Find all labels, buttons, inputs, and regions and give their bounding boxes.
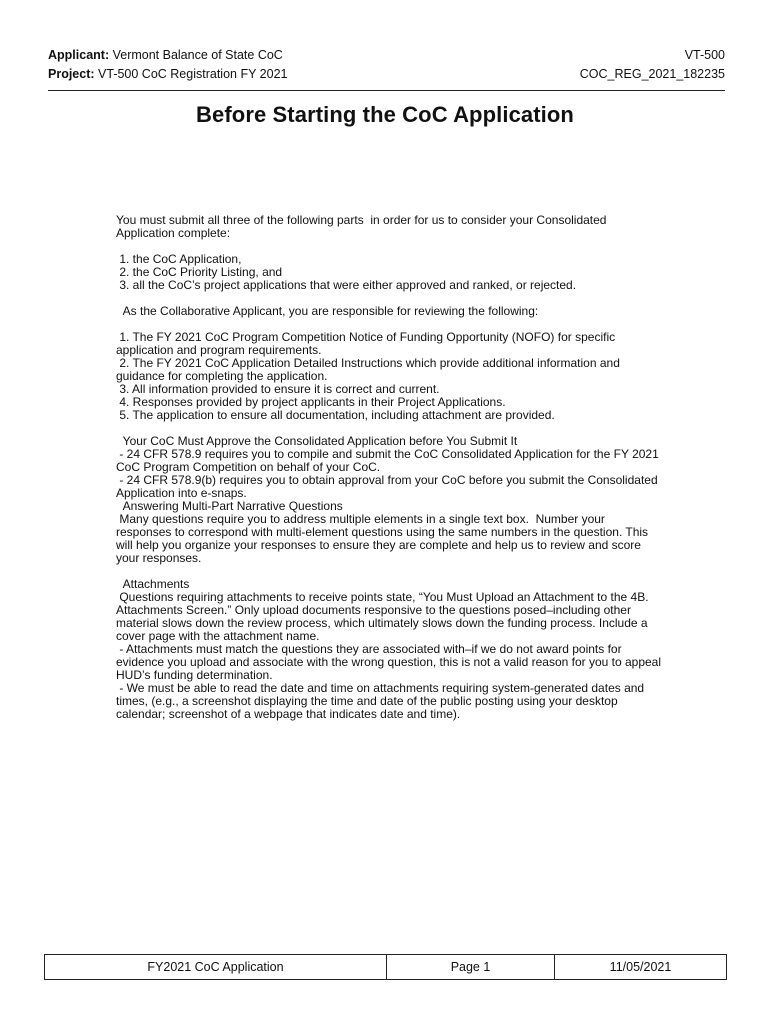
attachments-text: Questions requiring attachments to receive points state, “You Must Upload an Attachment to the 4B. Attachments Screen.” Only upload documents responsive to the questions posed–including other material slows down the review process, which ultimately slows down the funding process. Include a cover page with the attachment name. (116, 590, 652, 643)
list-item: 3. all the CoC’s project applications that were either approved and ranked, or rejected. (116, 278, 577, 292)
page-header (48, 46, 725, 91)
project-label: Project: (48, 67, 95, 81)
list-item: - 24 CFR 578.9(b) requires you to obtain approval from your CoC before you submit the Consolidated Application into e-snaps. (116, 473, 661, 500)
list-item: 1. The FY 2021 CoC Program Competition Notice of Funding Opportunity (NOFO) for specific application and program requirements. (116, 330, 619, 357)
intro-paragraph: You must submit all three of the following parts in order for us to consider your Consolidated Application complete: (116, 213, 610, 240)
list-item: 3. All information provided to ensure it is correct and current. (116, 382, 440, 396)
page-title: Before Starting the CoC Application (196, 102, 574, 127)
approve-heading: Your CoC Must Approve the Consolidated Application before You Submit It (116, 434, 518, 448)
attachments-heading: Attachments (116, 577, 190, 591)
page-footer (44, 954, 727, 980)
narrative-heading: Answering Multi-Part Narrative Questions (116, 499, 343, 513)
header-row-applicant (48, 46, 725, 65)
registration-id: COC_REG_2021_182235 (579, 67, 725, 81)
header-row-project (48, 65, 725, 84)
list-item: - 24 CFR 578.9 requires you to compile and submit the CoC Consolidated Application for the FY 2021 CoC Program Competition on behalf of your CoC. (116, 447, 663, 474)
responsible-intro: As the Collaborative Applicant, you are responsible for reviewing the following: (116, 304, 539, 318)
list-item: 4. Responses provided by project applicants in their Project Applications. (116, 395, 506, 409)
applicant-value: Vermont Balance of State CoC (112, 48, 283, 62)
list-item: - We must be able to read the date and time on attachments requiring system-generated dates and times, (e.g., a screenshot displaying the time and date of the public posting using your desktop calendar; screenshot of a webpage that indicates date and time). (116, 681, 648, 721)
list-item: 1. the CoC Application, (116, 252, 242, 266)
applicant-line (48, 46, 283, 65)
footer-page-number: Page 1 (387, 955, 555, 979)
list-item: - Attachments must match the questions they are associated with–if we do not award points for evidence you upload and associate with the wrong question, this is not a valid reason for you to appeal HUD’s funding determination. (116, 642, 665, 682)
footer-date: 11/05/2021 (609, 960, 672, 974)
narrative-text: Many questions require you to address multiple elements in a single text box. Number your responses to correspond with multi-element questions using the same numbers in the question. This will help you organize your responses to ensure they are complete and help us to review and score your responses. (116, 512, 652, 565)
applicant-label: Applicant: (48, 48, 110, 62)
coc-number: VT-500 (684, 48, 725, 62)
list-item: 5. The application to ensure all documentation, including attachment are provided. (116, 408, 555, 422)
project-line (48, 65, 287, 84)
project-value: VT-500 CoC Registration FY 2021 (98, 67, 288, 81)
footer-app-name: FY2021 CoC Application (45, 955, 387, 979)
instructions-body (116, 213, 665, 721)
list-item: 2. the CoC Priority Listing, and (116, 265, 283, 279)
list-item: 2. The FY 2021 CoC Application Detailed Instructions which provide additional information and guidance for completing the application. (116, 356, 624, 383)
